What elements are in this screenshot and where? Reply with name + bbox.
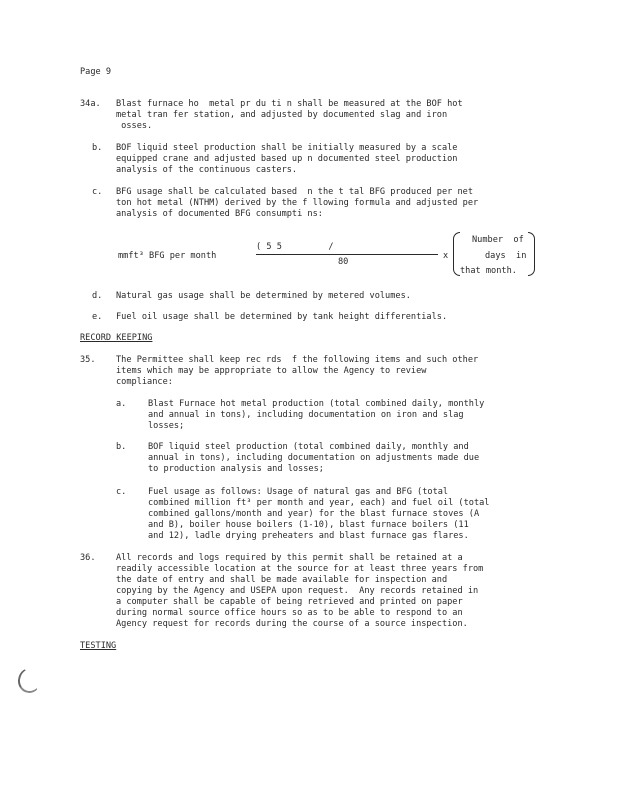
item-35-number: 35.: [80, 355, 96, 365]
item-36-line: copying by the Agency and USEPA upon request. Any records retained in: [116, 586, 479, 596]
subitem-b-line: annual in tons), including documentation on adjustments made due: [148, 453, 480, 463]
item-36-line: a computer shall be capable of being retrieved and printed on paper: [116, 597, 463, 607]
subitem-c-letter: c.: [116, 487, 127, 497]
item-34a-number: 34a.: [80, 99, 101, 109]
item-c-line: BFG usage shall be calculated based n the t tal BFG produced per net: [116, 187, 473, 197]
item-34a-line: metal tran fer station, and adjusted by documented slag and iron: [116, 110, 448, 120]
subitem-a-line: losses;: [148, 421, 185, 431]
item-36-line: during normal source office hours so as to be able to respond to an: [116, 608, 463, 618]
formula-numerator: ( 5 5 /: [256, 242, 334, 252]
item-b-line: BOF liquid steel production shall be initially measured by a scale: [116, 143, 458, 153]
scan-artifact-mark: [16, 666, 43, 695]
formula-right-line: Number of: [472, 235, 524, 245]
subitem-c-line: combined gallons/month and year) for the blast furnace stoves (A: [148, 509, 480, 519]
formula-right-line: that month.: [460, 266, 517, 276]
item-36-line: readily accessible location at the source for at least three years from: [116, 564, 484, 574]
item-36-line: All records and logs required by this permit shall be retained at a: [116, 553, 463, 563]
item-e-text: Fuel oil usage shall be determined by tank height differentials.: [116, 312, 448, 322]
formula-left-label: mmft³ BFG per month: [118, 251, 217, 261]
subitem-a-letter: a.: [116, 399, 127, 409]
item-36-line: Agency request for records during the course of a source inspection.: [116, 619, 468, 629]
item-b-line: analysis of the continuous casters.: [116, 165, 298, 175]
left-bracket: [453, 232, 460, 276]
right-bracket: [528, 232, 535, 276]
item-c-letter: c.: [92, 187, 103, 197]
item-b-line: equipped crane and adjusted based up n documented steel production: [116, 154, 458, 164]
item-34a-line: osses.: [116, 121, 153, 131]
item-35-line: compliance:: [116, 377, 173, 387]
subitem-a-line: Blast Furnace hot metal production (total combined daily, monthly: [148, 399, 485, 409]
item-d-letter: d.: [92, 291, 103, 301]
record-keeping-heading: RECORD KEEPING: [80, 333, 153, 343]
subitem-c-line: combined million ft³ per month and year, each) and fuel oil (total: [148, 498, 490, 508]
formula-right-line: days in: [485, 251, 527, 261]
testing-heading: TESTING: [80, 641, 117, 651]
subitem-c-line: and B), boiler house boilers (1-10), blast furnace boilers (11: [148, 520, 469, 530]
subitem-c-line: Fuel usage as follows: Usage of natural gas and BFG (total: [148, 487, 449, 497]
item-b-letter: b.: [92, 143, 103, 153]
formula-denominator: 80: [338, 257, 349, 267]
item-36-line: the date of entry and shall be made available for inspection and: [116, 575, 448, 585]
item-35-line: items which may be appropriate to allow the Agency to review: [116, 366, 427, 376]
subitem-c-line: and 12), ladle drying preheaters and blast furnace gas flares.: [148, 531, 469, 541]
subitem-b-line: BOF liquid steel production (total combined daily, monthly and: [148, 442, 469, 452]
item-c-line: ton hot metal (NTHM) derived by the f llowing formula and adjusted per: [116, 198, 479, 208]
fraction-bar: [256, 254, 438, 255]
subitem-a-line: and annual in tons), including documentation on iron and slag: [148, 410, 464, 420]
item-34a-line: Blast furnace ho metal pr du ti n shall be measured at the BOF hot: [116, 99, 463, 109]
page-label: Page 9: [80, 67, 112, 77]
item-c-line: analysis of documented BFG consumpti ns:: [116, 209, 323, 219]
item-d-text: Natural gas usage shall be determined by metered volumes.: [116, 291, 411, 301]
item-e-letter: e.: [92, 312, 103, 322]
subitem-b-line: to production analysis and losses;: [148, 464, 324, 474]
item-36-number: 36.: [80, 553, 96, 563]
item-35-line: The Permittee shall keep rec rds f the following items and such other: [116, 355, 479, 365]
subitem-b-letter: b.: [116, 442, 127, 452]
formula-times: x: [443, 251, 449, 261]
